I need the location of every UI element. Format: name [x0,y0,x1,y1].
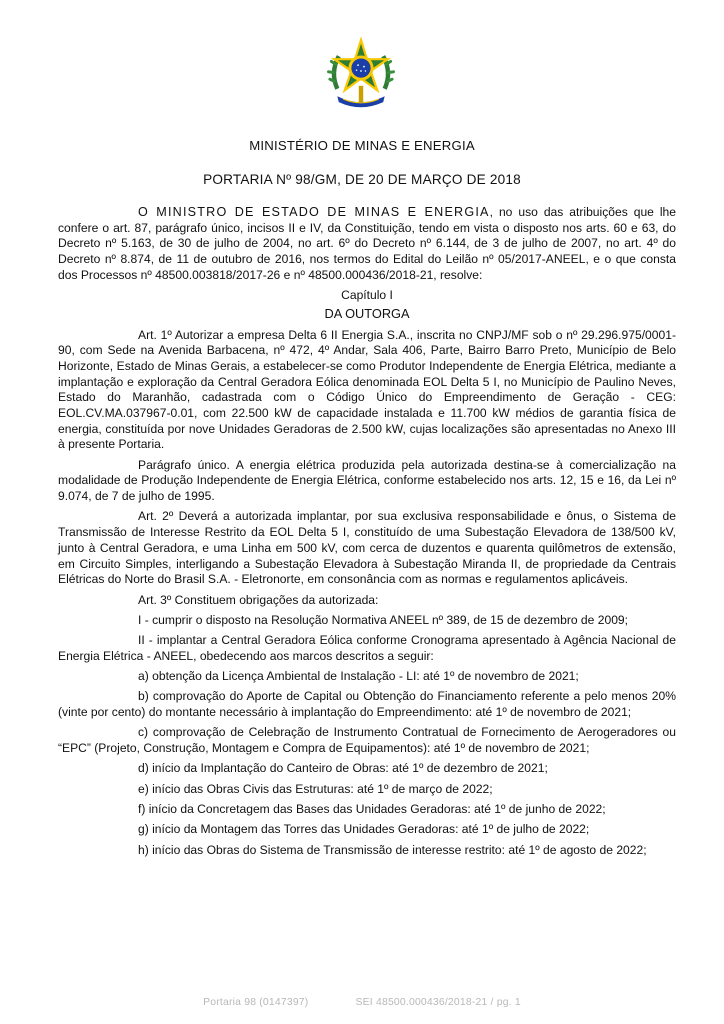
footer-doc-ref: Portaria 98 (0147397) [203,997,309,1008]
article-1: Art. 1º Autorizar a empresa Delta 6 II Energia S.A., inscrita no CNPJ/MF sob o nº 29.296.975/0001-90, com Sede na Avenida Barbacena, nº 472, 4º Andar, Sala 406, Parte, Bairro Barro Preto, Município de Belo Horizonte, Estado de Minas Gerais, a estabelecer-se como Produtor Independente de Energia Elétrica, mediante a implantação e exploração da Central Geradora Eólica denominada EOL Delta 5 I, no Município de Paulino Neves, Estado do Maranhão, cadastrada com o Código Único do Empreendimento de Geração - CEG: EOL.CV.MA.037967-0.01, com 22.500 kW de capacidade instalada e 11.700 kW médios de garantia física de energia, constituída por nove Unidades Geradoras de 2.500 kW, cujas localizações são apresentadas no Anexo III à presente Portaria. [58,327,676,452]
footer-sei-ref: SEI 48500.000436/2018-21 / pg. 1 [355,997,521,1008]
milestone-f: f) início da Concretagem das Bases das Unidades Geradoras: até 1º de junho de 2022; [138,802,606,817]
item-i: I - cumprir o disposto na Resolução Normativa ANEEL nº 389, de 15 de dezembro de 2009; [138,612,629,627]
chapter-title: DA OUTORGA [324,305,410,321]
milestone-e: e) início das Obras Civis das Estruturas: até 1º de março de 2022; [138,781,493,796]
page-footer [0,997,724,1008]
article-2: Art. 2º Deverá a autorizada implantar, por sua exclusiva responsabilidade e ônus, o Sistema de Transmissão de Interesse Restrito da EOL Delta 5 I, constituído de uma Subestação Elevadora de 138/500 kV, junto à Central Geradora, e uma Linha em 500 kV, com cerca de duzentos e quarenta quilômetros de extensão, em Circuito Simples, interligando a Subestação Elevadora à Subestação Miranda II, de propriedade da Centrais Elétricas do Norte do Brasil S.A. - Eletronorte, em consonância com as normas e regulamentos aplicáveis. [58,509,676,587]
milestone-a: a) obtenção da Licença Ambiental de Instalação - LI: até 1º de novembro de 2021; [138,669,579,684]
article-3: Art. 3º Constituem obrigações da autorizada: [138,592,379,607]
chapter-label: Capítulo I [341,288,393,303]
milestone-h: h) início das Obras do Sistema de Transmissão de interesse restrito: até 1º de agosto de 2022; [138,842,647,857]
item-ii: II - implantar a Central Geradora Eólica conforme Cronograma apresentado à Agência Nacional de Energia Elétrica - ANEEL, obedecendo aos marcos descritos a seguir: [58,633,676,663]
document-body [58,205,676,863]
authority-name: O MINISTRO DE ESTADO DE MINAS E ENERGIA [138,205,490,219]
portaria-title: PORTARIA Nº 98/GM, DE 20 DE MARÇO DE 2018 [203,172,521,187]
preamble [58,205,676,284]
milestone-d: d) início da Implantação do Canteiro de Obras: até 1º de dezembro de 2021; [138,761,548,776]
article-1-paragraph: Parágrafo único. A energia elétrica produzida pela autorizada destina-se à comercialização na modalidade de Produção Independente de Energia Elétrica, conforme estabelecido nos arts. 12, 15 e 16, da Lei nº 9.074, de 7 de julho de 1995. [58,457,676,504]
preamble-text: , no uso das atribuições que lhe confere o art. 87, parágrafo único, incisos II e IV, da Constituição, tendo em vista o disposto nos arts. 60 e 63, do Decreto nº 5.163, de 30 de julho de 2004, no art. 6º do Decreto nº 6.144, de 3 de julho de 2007, no art. 4º do Decreto nº 8.874, de 11 de outubro de 2016, nos termos do Edital do Leilão nº 05/2017-ANEEL, e o que consta dos Processos nº 48500.003818/2017-26 e nº 48500.000436/2018-21, resolve: [58,205,676,282]
brazil-coat-of-arms-icon [324,37,398,111]
milestone-c: c) comprovação de Celebração de Instrumento Contratual de Fornecimento de Aerogeradores ou “EPC” (Projeto, Construção, Montagem e Compra de Equipamentos): até 1º de novembro de 2021; [58,725,676,756]
ministry-title: MINISTÉRIO DE MINAS E ENERGIA [249,138,475,153]
milestone-b: b) comprovação do Aporte de Capital ou Obtenção do Financiamento referente a pelo menos 20% (vinte por cento) do montante necessário à implantação do Empreendimento: até 1º de novembro de 2021; [58,689,676,720]
milestone-g: g) início da Montagem das Torres das Unidades Geradoras: até 1º de julho de 2022; [138,822,590,837]
